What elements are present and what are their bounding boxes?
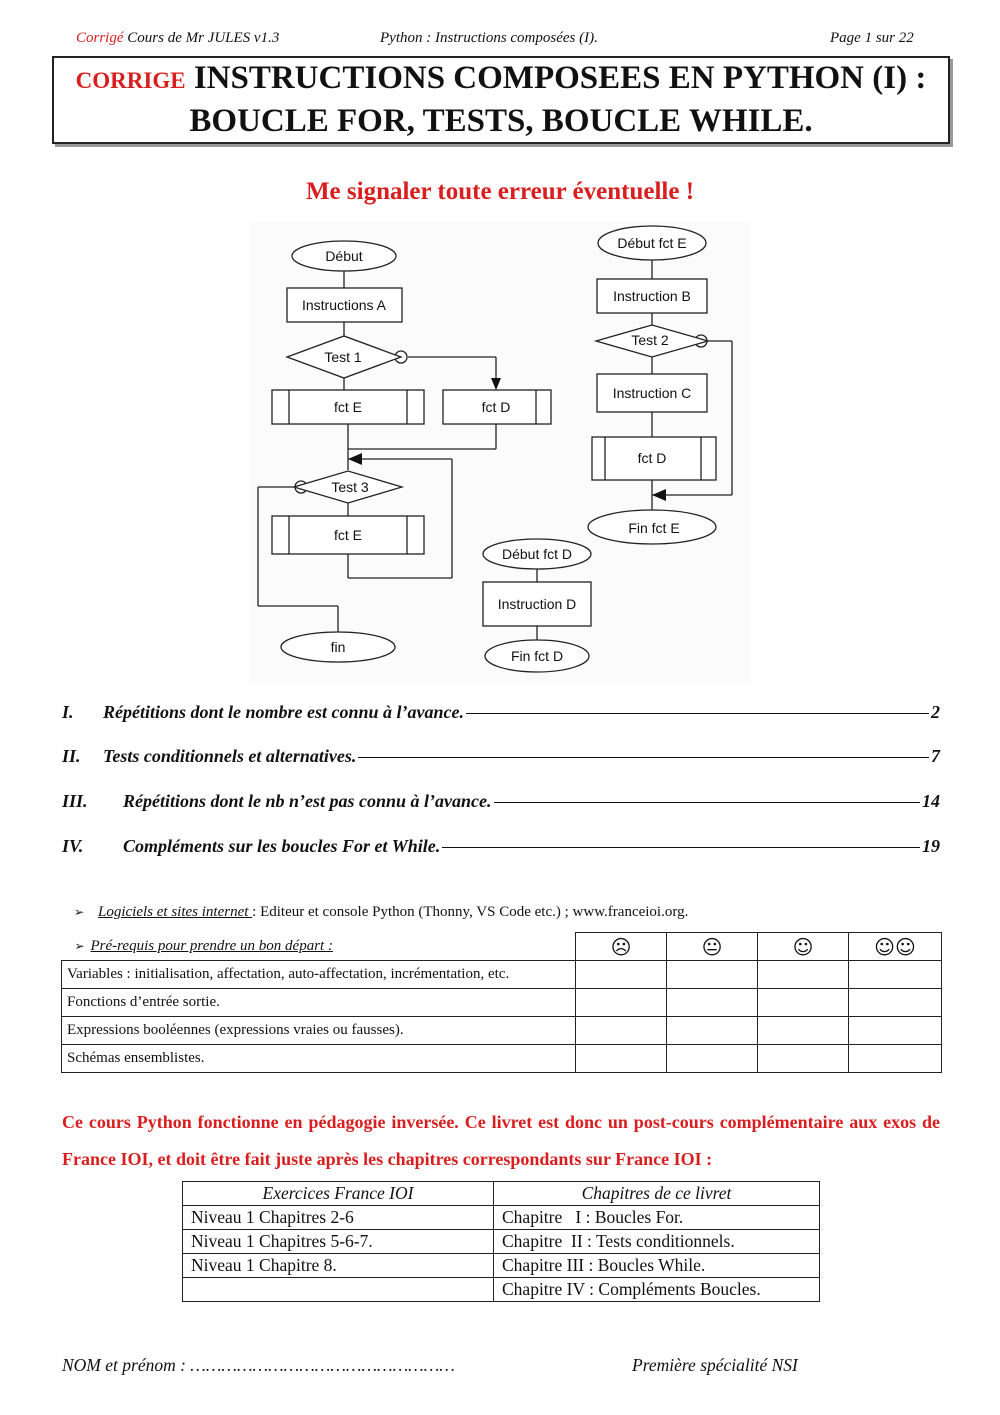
title-line-2: BOUCLE FOR, TESTS, BOUCLE WHILE. (189, 103, 813, 139)
start-fct-d-label: Début fct D (501, 546, 573, 562)
rating-cell[interactable] (758, 1017, 849, 1045)
fct-d-e-label: fct D (637, 450, 667, 466)
toc-leader (442, 847, 920, 848)
toc-leader (358, 757, 929, 758)
header-topic: Python : Instructions composées (I). (380, 30, 598, 46)
exercise-cell (183, 1278, 494, 1302)
toc-entry[interactable] (62, 746, 940, 767)
instruction-d-label: Instruction D (497, 596, 577, 612)
toc-title: Répétitions dont le nombre est connu à l’avance. (103, 702, 465, 722)
toc-title: Compléments sur les boucles For et While. (123, 836, 441, 856)
end-fct-e-label: Fin fct E (628, 520, 680, 536)
rating-cell[interactable] (576, 1045, 667, 1073)
title-main: INSTRUCTIONS COMPOSEES EN PYTHON (I) : (193, 60, 927, 96)
toc-title: Tests conditionnels et alternatives. (103, 746, 357, 766)
prereq-header-row (62, 933, 942, 961)
exercises-row (183, 1278, 820, 1302)
rating-cell[interactable] (667, 1017, 758, 1045)
rating-cell[interactable] (576, 961, 667, 989)
toc-num: III. (62, 791, 88, 811)
exercises-table (182, 1181, 820, 1302)
instruction-b-label: Instruction B (613, 288, 691, 304)
chapter-cell: Chapitre I : Boucles For. (494, 1206, 820, 1230)
toc-page: 14 (922, 791, 940, 811)
software-line (74, 904, 688, 921)
prereq-label: Pré-requis pour prendre un bon départ : (90, 937, 333, 954)
col-header-exercises: Exercices France IOI (183, 1182, 494, 1206)
rating-cell[interactable] (849, 1045, 942, 1073)
header-author-text: Cours de Mr JULES v1.3 (127, 30, 280, 46)
rating-cell[interactable] (576, 1017, 667, 1045)
software-text: : Editeur et console Python (Thonny, VS Code etc.) ; www.franceioi.org. (252, 904, 689, 920)
error-notice: Me signaler toute erreur éventuelle ! (305, 178, 695, 205)
prereq-item: Schémas ensemblistes. (62, 1045, 576, 1073)
fct-e-label: fct E (333, 399, 363, 415)
test2-label: Test 2 (631, 332, 669, 348)
rating-cell[interactable] (849, 989, 942, 1017)
exercise-cell: Niveau 1 Chapitre 8. (183, 1254, 494, 1278)
prereq-item: Fonctions d’entrée sortie. (62, 989, 576, 1017)
rating-cell[interactable] (758, 989, 849, 1017)
toc-entry[interactable] (62, 836, 940, 857)
toc-leader (494, 802, 920, 803)
header-corrige: Corrigé (76, 30, 124, 46)
rating-cell[interactable] (667, 961, 758, 989)
rating-cell[interactable] (667, 989, 758, 1017)
toc-page: 7 (931, 746, 940, 766)
rating-cell[interactable] (667, 1045, 758, 1073)
prereq-row (62, 1045, 942, 1073)
toc-entry[interactable] (62, 702, 940, 723)
chapter-cell: Chapitre III : Boucles While. (494, 1254, 820, 1278)
exercise-cell: Niveau 1 Chapitres 5-6-7. (183, 1230, 494, 1254)
inverted-pedagogy-paragraph: Ce cours Python fonctionne en pédagogie inversée. Ce livret est donc un post-cours complémentaire aux exos de France IOI, et doit être fait juste après les chapitres correspondants sur France IOI : (62, 1112, 940, 1169)
prereq-row (62, 961, 942, 989)
toc-num: II. (62, 746, 81, 766)
title-corrige: CORRIGE (75, 68, 186, 93)
exercises-header-row (183, 1182, 820, 1206)
flowchart (0, 220, 1000, 690)
neutral-face-icon: 😐 (667, 933, 758, 961)
header-page: Page 1 sur 22 (830, 30, 914, 46)
toc-num: I. (62, 702, 74, 722)
prereq-item: Expressions booléennes (expressions vraies ou fausses). (62, 1017, 576, 1045)
instruction-c-label: Instruction C (612, 385, 692, 401)
instructions-a-label: Instructions A (301, 297, 387, 313)
prereq-row (62, 989, 942, 1017)
prereq-item: Variables : initialisation, affectation, auto-affectation, incrémentation, etc. (62, 961, 576, 989)
exercises-row (183, 1206, 820, 1230)
chapter-cell: Chapitre II : Tests conditionnels. (494, 1230, 820, 1254)
fct-d-label: fct D (481, 399, 511, 415)
start-label: Début (325, 248, 363, 264)
arrow-bullet-icon: ➢ (74, 938, 85, 953)
rating-cell[interactable] (576, 989, 667, 1017)
header-author (76, 30, 279, 47)
name-field[interactable]: NOM et prénom : …………………………………………… (62, 1355, 455, 1375)
arrow-bullet-icon: ➢ (74, 905, 85, 919)
prereq-row (62, 1017, 942, 1045)
toc-entry[interactable] (62, 791, 940, 812)
toc-page: 19 (922, 836, 940, 856)
start-fct-e-label: Début fct E (617, 235, 687, 251)
end-fct-d-label: Fin fct D (510, 648, 564, 664)
fct-e-loop-label: fct E (333, 527, 363, 543)
col-header-chapters: Chapitres de ce livret (494, 1182, 820, 1206)
toc-leader (466, 713, 929, 714)
end-label: fin (330, 639, 346, 655)
prereq-table (61, 932, 942, 1073)
exercise-cell: Niveau 1 Chapitres 2-6 (183, 1206, 494, 1230)
level-label: Première spécialité NSI (632, 1355, 798, 1375)
rating-cell[interactable] (758, 961, 849, 989)
rating-cell[interactable] (758, 1045, 849, 1073)
sad-face-icon: ☹ (576, 933, 667, 961)
exercises-row (183, 1254, 820, 1278)
toc-num: IV. (62, 836, 84, 856)
rating-cell[interactable] (849, 1017, 942, 1045)
test1-label: Test 1 (324, 349, 362, 365)
smile-face-icon: ☺ (758, 933, 849, 961)
title-line-1 (54, 58, 948, 101)
toc-title: Répétitions dont le nb n’est pas connu à l’avance. (123, 791, 492, 811)
exercises-row (183, 1230, 820, 1254)
toc-page: 2 (931, 702, 940, 722)
prereq-label-cell (62, 933, 576, 961)
double-smile-face-icon: ☺☺ (849, 933, 942, 961)
test3-label: Test 3 (331, 479, 369, 495)
software-label: Logiciels et sites internet (98, 904, 253, 920)
rating-cell[interactable] (849, 961, 942, 989)
chapter-cell: Chapitre IV : Compléments Boucles. (494, 1278, 820, 1302)
title-box (52, 56, 950, 144)
